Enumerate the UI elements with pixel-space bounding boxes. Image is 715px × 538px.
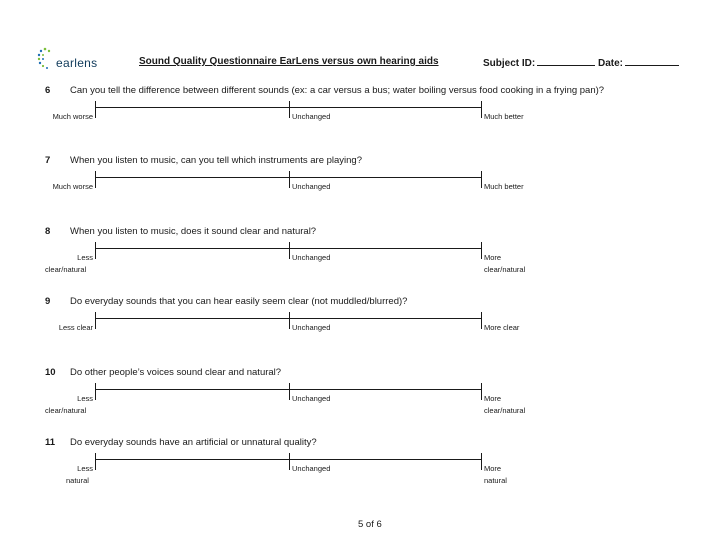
- question-number: 10: [45, 367, 56, 378]
- scale-tick-left: [95, 242, 96, 259]
- scale-tick-left: [95, 171, 96, 188]
- rating-scale[interactable]: [95, 177, 481, 178]
- rating-scale[interactable]: [95, 459, 481, 460]
- scale-middle-label: Unchanged: [292, 394, 331, 403]
- scale-middle-label: Unchanged: [292, 182, 331, 191]
- question-number: 9: [45, 296, 51, 307]
- date-label: Date:: [598, 58, 624, 69]
- question-10: [0, 367, 715, 437]
- rating-scale[interactable]: [95, 107, 481, 108]
- scale-left-label-line2: clear/natural: [45, 406, 87, 415]
- rating-scale[interactable]: [95, 318, 481, 319]
- question-8: [0, 226, 715, 296]
- logo-dots-icon: [36, 46, 54, 70]
- date-field[interactable]: [598, 56, 679, 69]
- scale-tick-left: [95, 312, 96, 329]
- scale-tick-middle: [289, 453, 290, 470]
- date-blank[interactable]: [625, 56, 679, 66]
- scale-middle-label: Unchanged: [292, 323, 331, 332]
- scale-right-label-line2: natural: [484, 476, 507, 485]
- scale-right-label: More: [484, 253, 502, 262]
- scale-right-label: Much better: [484, 182, 524, 191]
- scale-right-label-line2: clear/natural: [484, 406, 526, 415]
- scale-left-label: Much worse: [52, 182, 93, 191]
- scale-middle-label: Unchanged: [292, 253, 331, 262]
- question-text: When you listen to music, does it sound clear and natural?: [70, 226, 317, 237]
- rating-scale[interactable]: [95, 248, 481, 249]
- logo-text: earlens: [56, 56, 98, 70]
- question-7: [0, 155, 715, 225]
- question-number: 7: [45, 155, 51, 166]
- scale-left-label-line2: natural: [66, 476, 89, 485]
- scale-right-label: More clear: [484, 323, 520, 332]
- scale-right-label-line2: clear/natural: [484, 265, 526, 274]
- scale-tick-right: [481, 101, 482, 118]
- question-9: [0, 296, 715, 366]
- scale-left-label: Less: [77, 464, 93, 473]
- scale-left-label: Much worse: [52, 112, 93, 121]
- earlens-logo: [36, 46, 106, 72]
- question-6: [0, 85, 715, 155]
- scale-middle-label: Unchanged: [292, 464, 331, 473]
- subject-id-blank[interactable]: [537, 56, 595, 66]
- scale-right-label: More: [484, 464, 502, 473]
- scale-tick-middle: [289, 312, 290, 329]
- questionnaire-title: Sound Quality Questionnaire EarLens versus own hearing aids: [139, 56, 439, 67]
- scale-tick-middle: [289, 383, 290, 400]
- scale-middle-label: Unchanged: [292, 112, 331, 121]
- scale-tick-right: [481, 242, 482, 259]
- question-text: Do other people’s voices sound clear and natural?: [70, 367, 282, 378]
- scale-tick-left: [95, 383, 96, 400]
- scale-tick-left: [95, 453, 96, 470]
- rating-scale[interactable]: [95, 389, 481, 390]
- scale-tick-right: [481, 312, 482, 329]
- question-number: 11: [45, 437, 56, 448]
- scale-tick-right: [481, 171, 482, 188]
- question-text: When you listen to music, can you tell which instruments are playing?: [70, 155, 362, 166]
- scale-tick-middle: [289, 101, 290, 118]
- scale-right-label: Much better: [484, 112, 524, 121]
- question-text: Can you tell the difference between different sounds (ex: a car versus a bus; water boiling versus food cooking in a frying pan)?: [70, 85, 605, 96]
- scale-tick-right: [481, 383, 482, 400]
- subject-id-field[interactable]: [483, 56, 595, 69]
- scale-left-label: Less clear: [58, 323, 93, 332]
- question-number: 6: [45, 85, 51, 96]
- scale-left-label: Less: [77, 253, 93, 262]
- page-number: 5 of 6: [358, 519, 382, 530]
- question-number: 8: [45, 226, 51, 237]
- scale-tick-middle: [289, 242, 290, 259]
- scale-left-label-line2: clear/natural: [45, 265, 87, 274]
- scale-right-label: More: [484, 394, 502, 403]
- question-text: Do everyday sounds that you can hear easily seem clear (not muddled/blurred)?: [70, 296, 408, 307]
- question-text: Do everyday sounds have an artificial or unnatural quality?: [70, 437, 317, 448]
- scale-tick-middle: [289, 171, 290, 188]
- subject-id-label: Subject ID:: [483, 58, 536, 69]
- scale-tick-right: [481, 453, 482, 470]
- question-11: [0, 437, 715, 507]
- scale-tick-left: [95, 101, 96, 118]
- scale-left-label: Less: [77, 394, 93, 403]
